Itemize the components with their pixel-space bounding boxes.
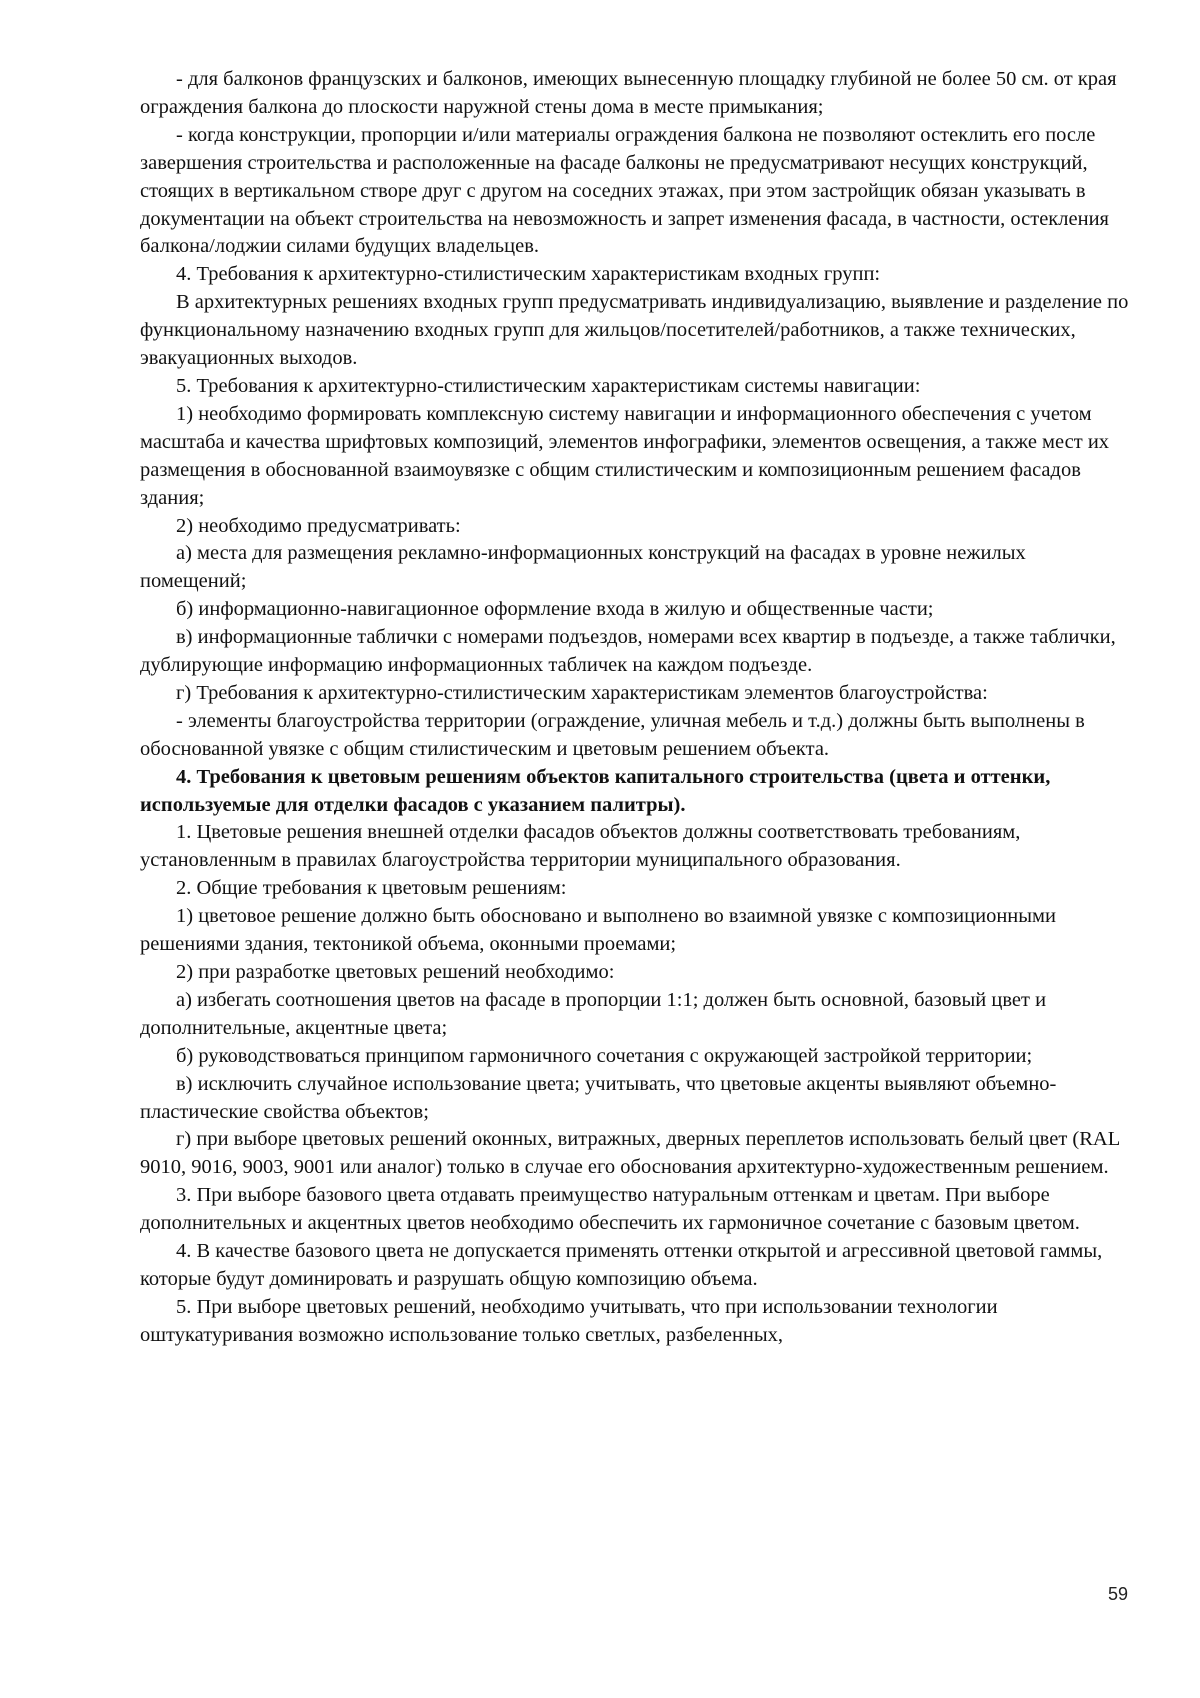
- paragraph-plastering: 5. При выборе цветовых решений, необходимо учитывать, что при использовании технологии оштукатуривания возможно использование только светлых, разбеленных,: [140, 1295, 998, 1346]
- paragraph-entrance-signage: б) информационно-навигационное оформление входа в жилую и общественные части;: [176, 598, 934, 621]
- paragraph-entrance-groups-heading: 4. Требования к архитектурно-стилистическим характеристикам входных групп:: [176, 263, 881, 286]
- paragraph-balcony-glazing: - когда конструкции, пропорции и/или материалы ограждения балкона не позволяют остеклить его после завершения строительства и расположенные на фасаде балконы не предусматривают несущих конструкций, стоящих в вертикальном створе друг с другом на соседних этажах, при этом застройщик обязан указывать в документации на объект строительства на невозможность и запрет изменения фасада, в частности, остекления балкона/лоджии силами будущих владельцев.: [140, 123, 1109, 258]
- paragraph-color-proportion: а) избегать соотношения цветов на фасаде в пропорции 1:1; должен быть основной, базовый цвет и дополнительные, акцентные цвета;: [140, 988, 1047, 1039]
- paragraph-color-general-heading: 2. Общие требования к цветовым решениям:: [176, 877, 567, 900]
- document-body: [140, 66, 1130, 1350]
- paragraph-navigation-system: 1) необходимо формировать комплексную систему навигации и информационного обеспечения с учетом масштаба и качества шрифтовых композиций, элементов инфографики, элементов освещения, а также мест их размещения в обоснованной взаимоувязке с общим стилистическим и композиционным решением фасадов здания;: [140, 402, 1110, 509]
- paragraph-color-white-frames: г) при выборе цветовых решений оконных, витражных, дверных переплетов использовать белый цвет (RAL 9010, 9016, 9003, 9001 или аналог) только в случае его обоснования архитектурно-художественным решением.: [140, 1128, 1120, 1179]
- paragraph-base-color-restriction: 4. В качестве базового цвета не допускается применять оттенки открытой и агрессивной цветовой гаммы, которые будут доминировать и разрушать общую композицию объема.: [140, 1240, 1103, 1290]
- paragraph-landscaping-heading: г) Требования к архитектурно-стилистическим характеристикам элементов благоустройства:: [176, 681, 988, 704]
- paragraph-color-rules: 1. Цветовые решения внешней отделки фасадов объектов должны соответствовать требованиям, установленным в правилах благоустройства территории муниципального образования.: [140, 821, 1021, 872]
- paragraph-french-balconies: - для балконов французских и балконов, имеющих вынесенную площадку глубиной не более 50 см. от края ограждения балкона до плоскости наружной стены дома в месте примыкания;: [140, 68, 1117, 118]
- page-number: 59: [1107, 1584, 1128, 1604]
- paragraph-color-random: в) исключить случайное использование цвета; учитывать, что цветовые акценты выявляют объемно-пластические свойства объектов;: [140, 1072, 1057, 1123]
- paragraph-color-development: 2) при разработке цветовых решений необходимо:: [176, 961, 615, 983]
- paragraph-landscaping-elements: - элементы благоустройства территории (ограждение, уличная мебель и т.д.) должны быть выполнены в обоснованной увязке с общим стилистическим и цветовым решением объекта.: [140, 709, 1085, 760]
- paragraph-navigation-heading: 5. Требования к архитектурно-стилистическим характеристикам системы навигации:: [176, 374, 921, 397]
- paragraph-base-color-choice: 3. При выборе базового цвета отдавать преимущество натуральным оттенкам и цветам. При выборе дополнительных и акцентных цветов необходимо обеспечить их гармоничное сочетание с базовым цветом.: [140, 1184, 1080, 1235]
- paragraph-ad-structures: а) места для размещения рекламно-информационных конструкций на фасадах в уровне нежилых помещений;: [140, 542, 1026, 593]
- paragraph-entrance-groups: В архитектурных решениях входных групп предусматривать индивидуализацию, выявление и разделение по функциональному назначению входных групп для жильцов/посетителей/работников, а также технических, эвакуационных выходов.: [140, 291, 1129, 370]
- paragraph-color-harmony: б) руководствоваться принципом гармоничного сочетания с окружающей застройкой территории;: [176, 1044, 1033, 1067]
- paragraph-color-justified: 1) цветовое решение должно быть обосновано и выполнено во взаимной увязке с композиционными решениями здания, тектоникой объема, оконными проемами;: [140, 905, 1056, 956]
- section-heading-color-solutions: 4. Требования к цветовым решениям объектов капитального строительства (цвета и оттенки, используемые для отделки фасадов с указанием палитры).: [140, 765, 1051, 816]
- paragraph-navigation-provide: 2) необходимо предусматривать:: [176, 514, 461, 537]
- paragraph-info-plates: в) информационные таблички с номерами подъездов, номерами всех квартир в подъезде, а также таблички, дублирующие информацию информационных табличек на каждом подъезде.: [140, 626, 1116, 677]
